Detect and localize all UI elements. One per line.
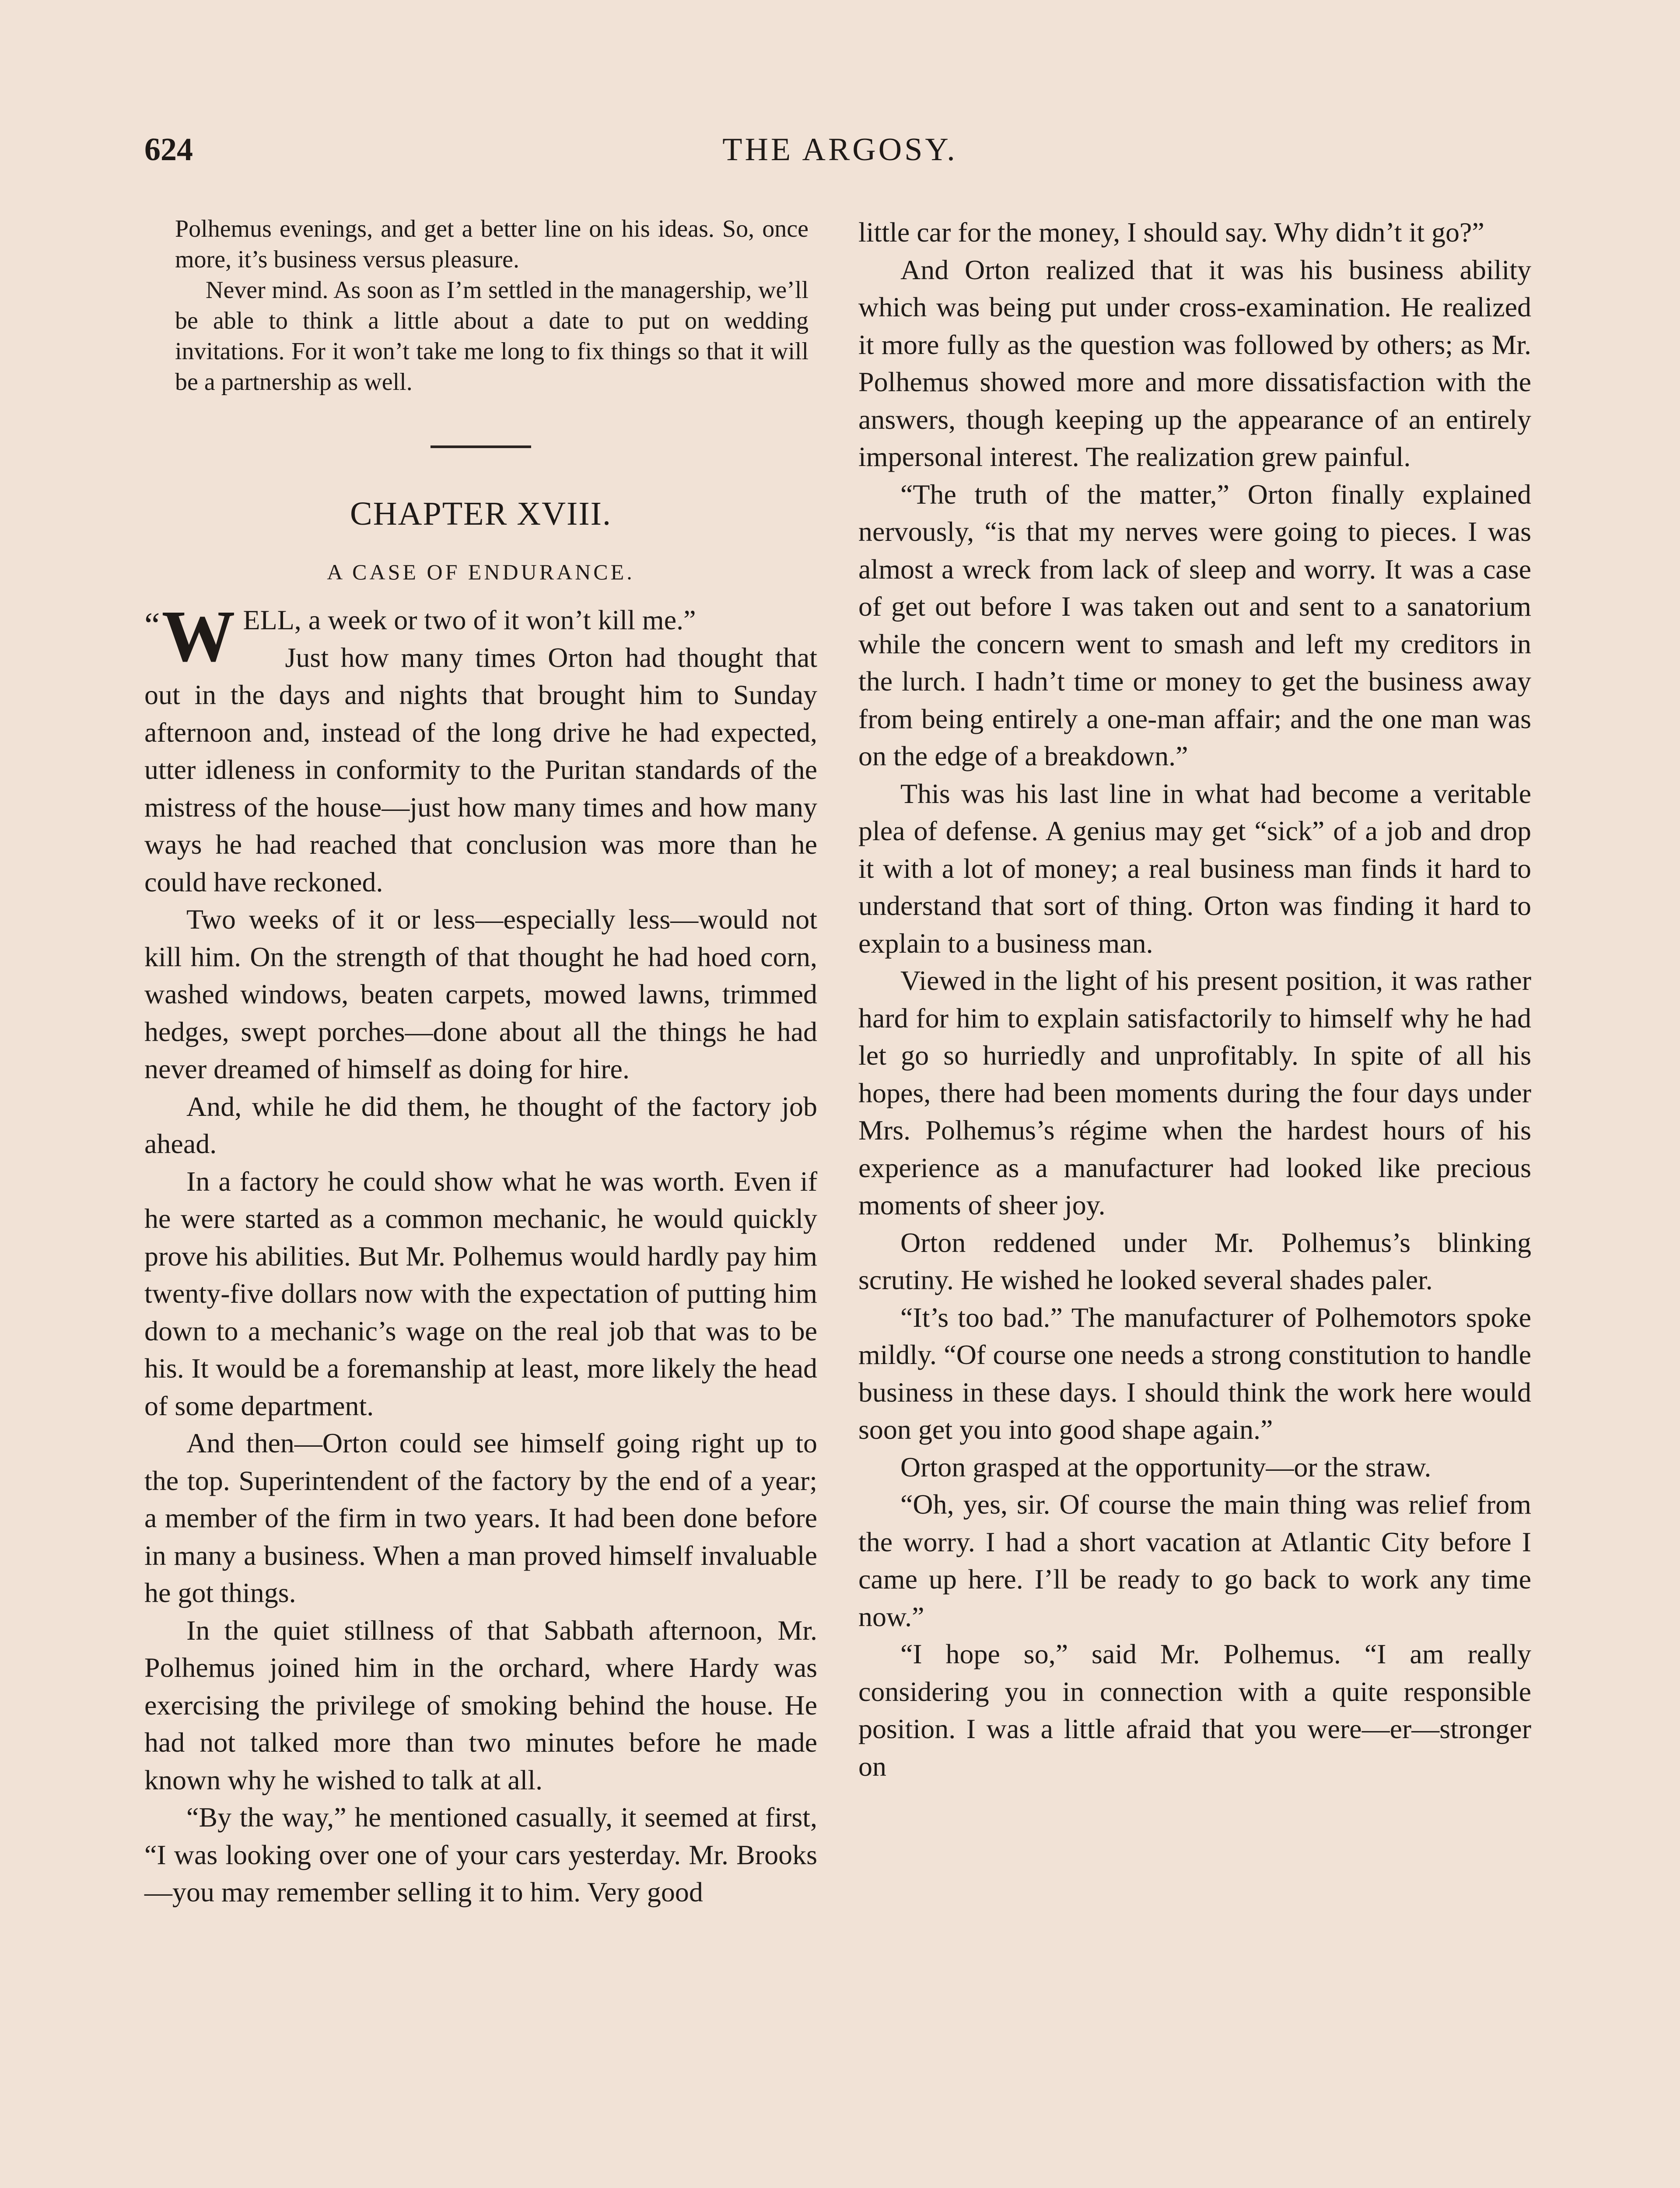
chapter-title: CHAPTER XVIII. (350, 495, 612, 532)
opening-paragraph-text: ELL, a week or two of it won’t kill me.” (243, 604, 696, 635)
body-paragraph: In a factory he could show what he was worth. Even if he were started as a common mechanic, he would quickly prove his abilities. But Mr. Polhemus would hardly pay him twenty-five dollars now with the expectation of putting him down to a mechanic’s wage on the real job that was to be his. It would be a foremanship at least, more likely the head of some department. (144, 1165, 817, 1421)
running-title: THE ARGOSY. (722, 132, 958, 168)
body-paragraph: “The truth of the matter,” Orton finally explained nervously, “is that my nerves were going to pieces. I was almost a wreck from lack of sleep and worry. It was a case of get out before I was taken out and sent to a sanatorium while the concern went to smash and left my creditors in the lurch. I hadn’t time or money to get the business away from being entirely a one-man affair; and the one man was on the edge of a breakdown.” (858, 478, 1531, 771)
body-paragraph: And, while he did them, he thought of the factory job ahead. (144, 1090, 817, 1159)
running-header (144, 131, 1536, 175)
opening-paragraph (144, 596, 817, 677)
body-paragraph: Orton grasped at the opportunity—or the straw. (900, 1451, 1432, 1483)
body-paragraph: This was his last line in what had become a veritable plea of defense. A genius may get “sick” of a job and drop it with a lot of money; a real business man finds it hard to understand that sort of thing. Orton was finding it hard to explain to a business man. (858, 778, 1531, 959)
body-paragraph: “By the way,” he mentioned casually, it seemed at first, “I was looking over one of your cars yesterday. Mr. Brooks—you may remember selling it to him. Very good (144, 1802, 817, 1907)
body-paragraph: And then—Orton could see himself going right up to the top. Superintendent of the factory by the end of a year; a member of the firm in two years. It had been done before in many a business. When a man proved himself invaluable he got things. (144, 1427, 817, 1608)
body-paragraph: Viewed in the light of his present position, it was rather hard for him to explain satisfactorily to himself why he had let go so hurriedly and unprofitably. In spite of all his hopes, there had been moments during the four days under Mrs. Polhemus’s régime when the hardest hours of his experience as a manufacturer had looked like precious moments of sheer joy. (858, 965, 1531, 1220)
body-paragraph: Just how many times Orton had thought that out in the days and nights that brought him to Sunday afternoon and, instead of the long drive he had expected, utter idleness in conformity to the Puritan standards of the mistress of the house—just how many times and how many ways he had reached that conclusion was more than he could have reckoned. (144, 642, 817, 898)
body-paragraph: In the quiet stillness of that Sabbath afternoon, Mr. Polhemus joined him in the orchard, where Hardy was exercising the privilege of smoking behind the house. He had not talked more than two minutes before he made known why he wished to talk at all. (144, 1614, 817, 1795)
body-paragraph: “It’s too bad.” The manufacturer of Polhemotors spoke mildly. “Of course one needs a strong constitution to handle business in these days. I should think the work here would soon get you into good shape again.” (858, 1301, 1531, 1445)
letter-excerpt (175, 214, 808, 397)
section-divider (430, 445, 531, 448)
page-number: 624 (144, 132, 193, 168)
body-paragraph: Two weeks of it or less—especially less—would not kill him. On the strength of that thought he had hoed corn, washed windows, beaten carpets, mowed lawns, trimmed hedges, swept porches—done about all the things he had never dreamed of himself as doing for hire. (144, 904, 817, 1084)
body-paragraph: “I hope so,” said Mr. Polhemus. “I am really considering you in connection with a quite responsible position. I was a little afraid that you were—er—stronger on (858, 1638, 1531, 1782)
body-paragraph: Orton reddened under Mr. Polhemus’s blinking scrutiny. He wished he looked several shades paler. (858, 1227, 1531, 1295)
chapter-subtitle: A CASE OF ENDURANCE. (327, 560, 635, 584)
letter-paragraph: Polhemus evenings, and get a better line on his ideas. So, once more, it’s business versus pleasure. (175, 215, 808, 273)
continued-paragraph: little car for the money, I should say. Why didn’t it go?” (858, 217, 1484, 248)
letter-paragraph: Never mind. As soon as I’m settled in the managership, we’ll be able to think a little about a date to put on wedding invitations. For it won’t take me long to fix things so that it will be a partnership as well. (175, 277, 808, 396)
body-paragraph: And Orton realized that it was his business ability which was being put under cross-examination. He realized it more fully as the question was followed by others; as Mr. Polhemus showed more and more dissatisfaction with the answers, though keeping up the appearance of an entirely impersonal interest. The realization grew painful. (858, 254, 1531, 472)
body-paragraph: “Oh, yes, sir. Of course the main thing was relief from the worry. I had a short vacation at Atlantic City before I came up here. I’ll be ready to go back to work any time now.” (858, 1489, 1531, 1632)
opening-quote-mark: “ (144, 606, 160, 645)
left-column (144, 214, 817, 1911)
right-column (858, 214, 1531, 1785)
drop-cap: W (161, 596, 235, 677)
